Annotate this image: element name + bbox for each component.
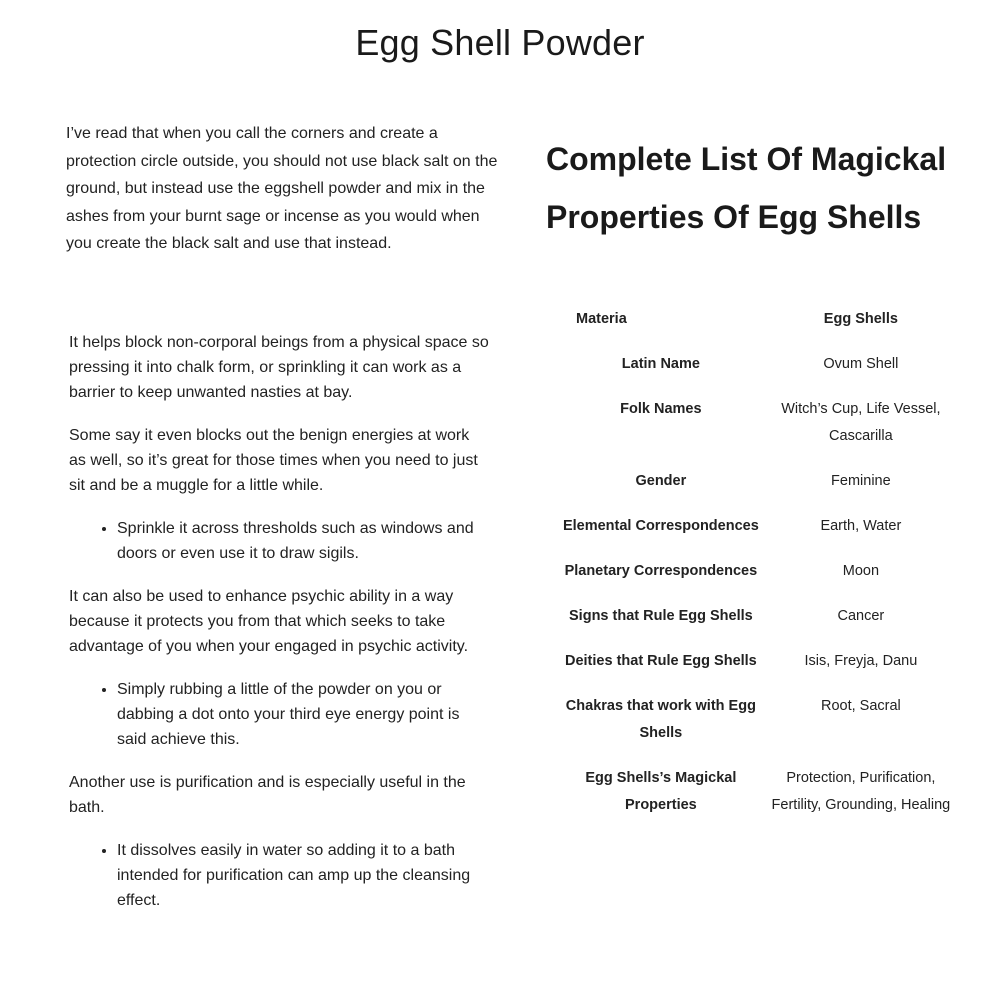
table-row-key: Gender — [635, 473, 687, 489]
paragraph-benign-energies: Some say it even blocks out the benign energies at work as well, so it’s great for those times when you need to just sit and be a muggle for a little while. — [69, 427, 478, 494]
table-row — [560, 765, 960, 837]
properties-table — [560, 306, 960, 837]
table-row-key: Chakras that work with Egg Shells — [565, 698, 756, 741]
table-row-key: Folk Names — [620, 401, 702, 417]
paragraph-barrier: It helps block non-corporal beings from a physical space so pressing it into chalk form, or sprinkling it can work as a barrier to keep unwanted nasties at bay. — [69, 334, 489, 401]
table-row — [560, 603, 960, 648]
table-row-value: Earth, Water — [820, 518, 902, 534]
table-row-value: Root, Sacral — [820, 698, 901, 714]
paragraph-purification: Another use is purification and is especially useful in the bath. — [69, 774, 466, 816]
intro-paragraph: I’ve read that when you call the corners and create a protection circle outside, you should not use black salt on the ground, but instead use the eggshell powder and mix in the ashes from your burnt sage or incense as you would when you create the black salt and use that instead. — [66, 125, 498, 252]
table-row — [560, 648, 960, 693]
table-row-key: Deities that Rule Egg Shells — [564, 653, 757, 669]
properties-section — [546, 130, 966, 246]
table-row — [560, 351, 960, 396]
bullet-list-bath — [69, 838, 489, 913]
page-title: Egg Shell Powder — [355, 22, 645, 63]
table-row-value: Moon — [842, 563, 880, 579]
usage-section — [69, 330, 489, 931]
table-row-value: Witch’s Cup, Life Vessel, Cascarilla — [781, 401, 941, 444]
bullet-item-third-eye: • Simply rubbing a little of the powder on you or dabbing a dot onto your third eye energy point is said achieve this. — [117, 677, 489, 752]
properties-heading: Complete List Of Magickal Properties Of Egg Shells — [546, 141, 947, 235]
table-row-key: Planetary Correspondences — [564, 563, 758, 579]
table-row-value: Protection, Purification, Fertility, Grounding, Healing — [771, 770, 951, 813]
table-row-value: Ovum Shell — [823, 356, 899, 372]
paragraph-psychic: It can also be used to enhance psychic ability in a way because it protects you from that which seeks to take advantage of you when your engaged in psychic activity. — [69, 588, 469, 655]
table-row — [560, 513, 960, 558]
bullet-item-thresholds: • Sprinkle it across thresholds such as windows and doors or even use it to draw sigils. — [117, 516, 489, 566]
table-row-key: Elemental Correspondences — [562, 518, 759, 534]
table-row-value: Cancer — [837, 608, 885, 624]
table-header-row — [560, 306, 960, 351]
table-header-key: Materia — [576, 311, 627, 327]
table-row — [560, 468, 960, 513]
table-row-key: Egg Shells’s Magickal Properties — [585, 770, 737, 813]
bullet-item-bath: • It dissolves easily in water so adding it to a bath intended for purification can amp up the cleansing effect. — [117, 838, 489, 913]
table-row — [560, 558, 960, 603]
intro-column — [66, 120, 506, 258]
bullet-list-thresholds — [69, 516, 489, 566]
table-row — [560, 396, 960, 468]
table-row-value: Isis, Freyja, Danu — [804, 653, 918, 669]
bullet-list-third-eye — [69, 677, 489, 752]
table-row — [560, 693, 960, 765]
table-row-value: Feminine — [831, 473, 891, 489]
table-row-key: Latin Name — [621, 356, 700, 372]
table-header-value: Egg Shells — [823, 311, 898, 327]
table-row-key: Signs that Rule Egg Shells — [569, 608, 753, 624]
